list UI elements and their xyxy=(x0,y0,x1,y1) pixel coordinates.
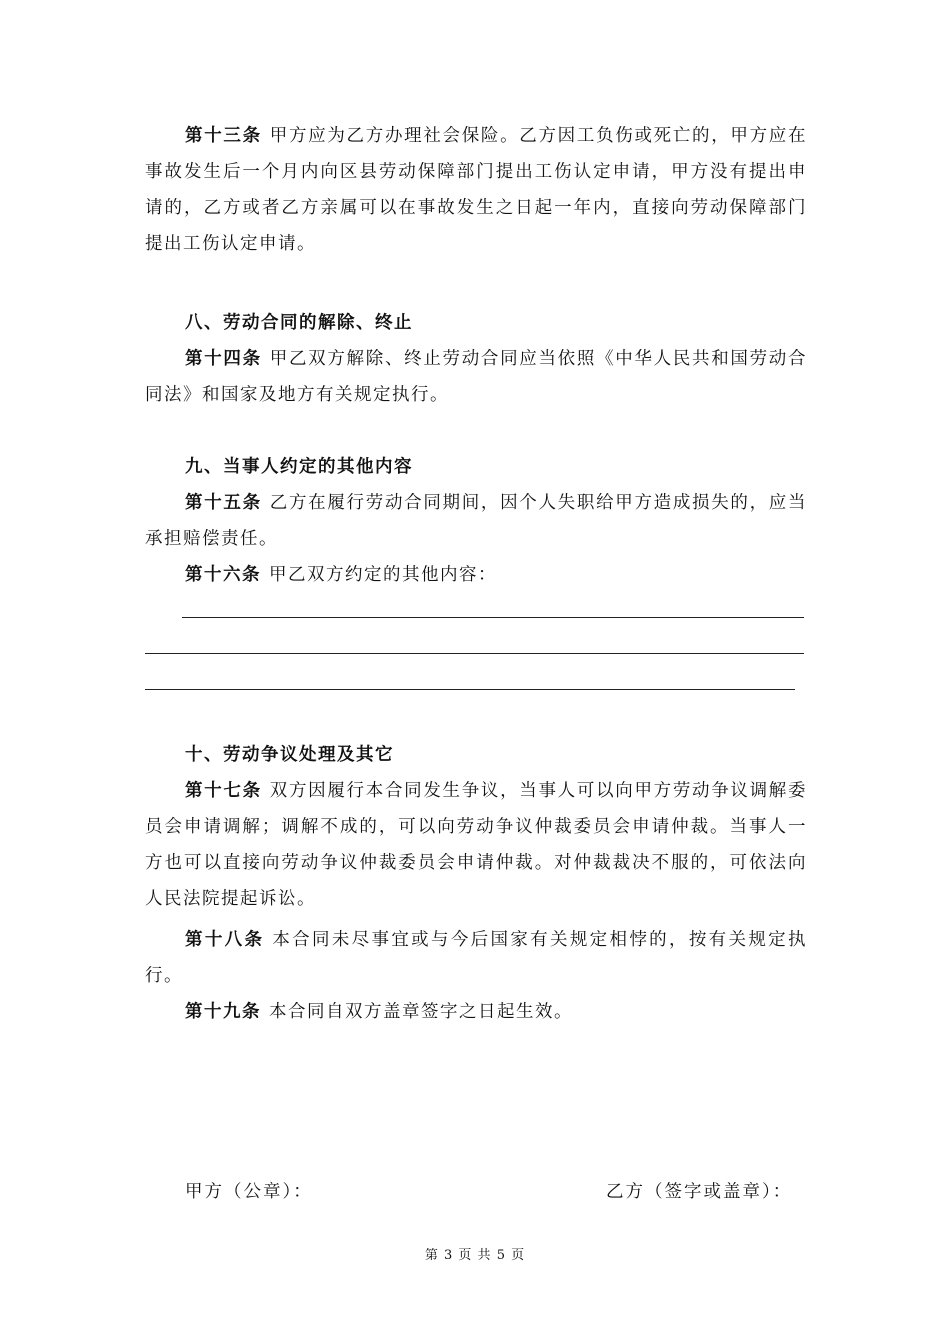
section-9-heading: 九、当事人约定的其他内容 xyxy=(185,457,413,477)
article-18 xyxy=(145,922,807,994)
article-19 xyxy=(145,994,807,1030)
fill-in-line-3 xyxy=(145,689,795,690)
article-19-text: 本合同自双方盖章签字之日起生效。 xyxy=(269,1002,573,1022)
article-18-text: 本合同未尽事宜或与今后国家有关规定相悖的，按有关规定执行。 xyxy=(145,930,808,986)
article-17-label: 第十七条 xyxy=(185,781,262,801)
article-16 xyxy=(145,557,807,593)
article-16-label: 第十六条 xyxy=(185,565,261,585)
section-8-heading: 八、劳动合同的解除、终止 xyxy=(185,313,413,333)
article-15 xyxy=(145,485,807,557)
article-14 xyxy=(145,341,807,413)
page-number: 第 3 页 共 5 页 xyxy=(424,1248,526,1263)
article-13-label: 第十三条 xyxy=(185,126,262,146)
article-18-label: 第十八条 xyxy=(185,930,265,950)
article-13 xyxy=(145,118,807,262)
article-15-label: 第十五条 xyxy=(185,493,262,513)
party-a-signature: 甲方（公章）： xyxy=(185,1182,313,1202)
party-b-signature: 乙方（签字或盖章）： xyxy=(606,1182,793,1202)
article-14-label: 第十四条 xyxy=(185,349,262,369)
article-17-text: 双方因履行本合同发生争议，当事人可以向甲方劳动争议调解委员会申请调解；调解不成的，可以向劳动争议仲裁委员会申请仲裁。当事人一方也可以直接向劳动争议仲裁委员会申请仲裁。对仲裁裁决不服的，可依法向人民法院提起诉讼。 xyxy=(145,781,808,909)
article-15-text: 乙方在履行劳动合同期间，因个人失职给甲方造成损失的，应当承担赔偿责任。 xyxy=(145,493,808,549)
fill-in-line-2 xyxy=(145,653,804,654)
section-10-heading: 十、劳动争议处理及其它 xyxy=(185,745,394,765)
article-17 xyxy=(145,773,807,917)
article-16-text: 甲乙双方约定的其他内容： xyxy=(269,565,497,585)
article-19-label: 第十九条 xyxy=(185,1002,261,1022)
fill-in-line-1 xyxy=(182,617,804,618)
article-13-text: 甲方应为乙方办理社会保险。乙方因工负伤或死亡的，甲方应在事故发生后一个月内向区县劳动保障部门提出工伤认定申请，甲方没有提出申请的，乙方或者乙方亲属可以在事故发生之日起一年内，直接向劳动保障部门提出工伤认定申请。 xyxy=(145,126,808,254)
article-14-text: 甲乙双方解除、终止劳动合同应当依照《中华人民共和国劳动合同法》和国家及地方有关规定执行。 xyxy=(145,349,808,405)
